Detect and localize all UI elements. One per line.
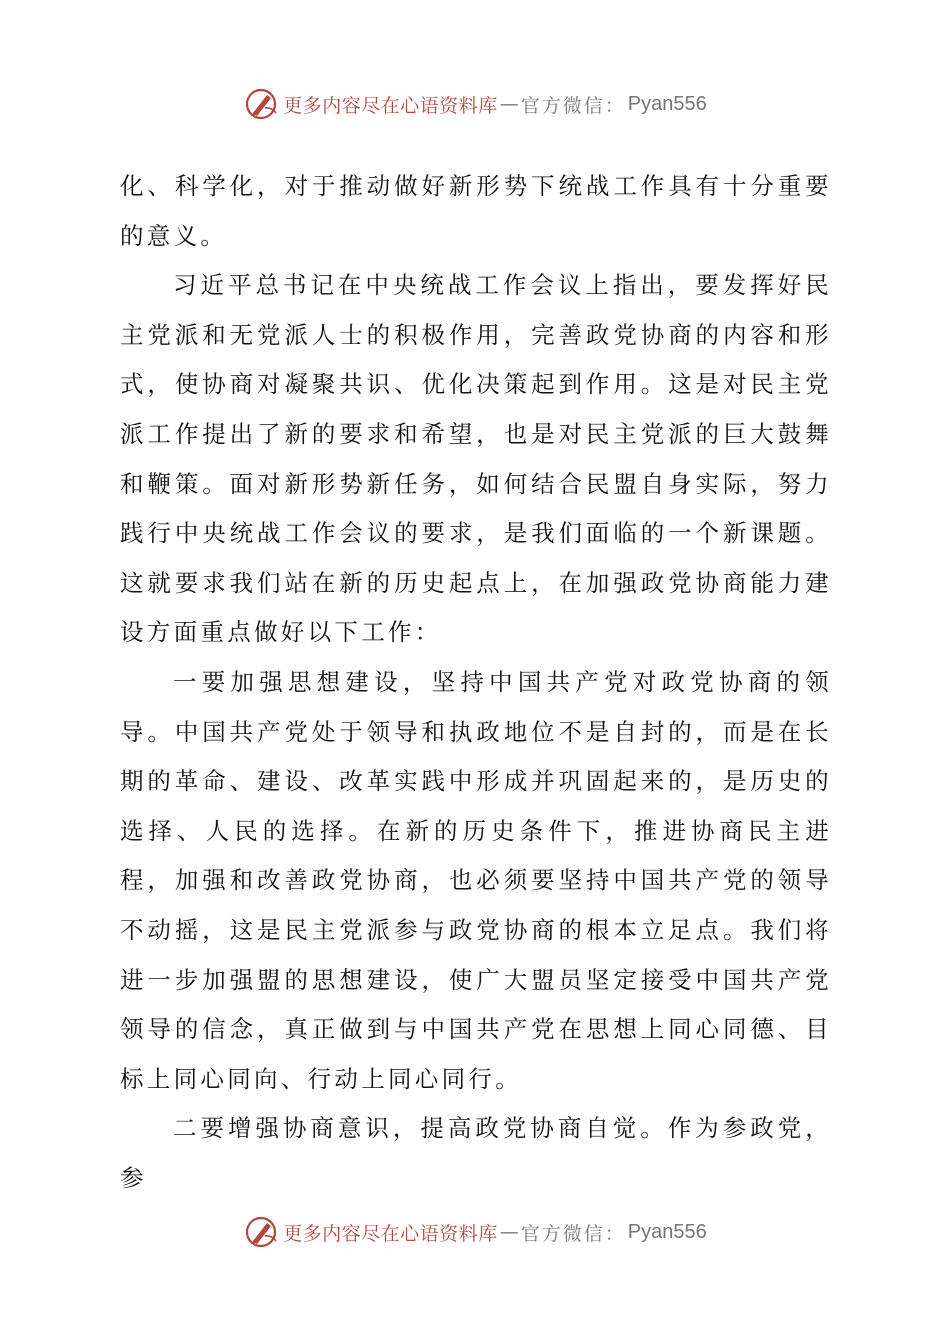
paragraph-2: 习近平总书记在中央统战工作会议上指出，要发挥好民主党派和无党派人士的积极作用，完善政党协商的内容和形式，使协商对凝聚共识、优化决策起到作用。这是对民主党派工作提出了新的要求和希望，也是对民主党派的巨大鼓舞和鞭策。面对新形势新任务，如何结合民盟自身实际，努力践行中央统战工作会议的要求，是我们面临的一个新课题。这就要求我们站在新的历史起点上，在加强政党协商能力建设方面重点做好以下工作： [120,271,832,647]
footer-brand-text: 更多内容尽在心语资料库 [283,1222,498,1245]
footer-contact-label: 官方微信： [520,1222,626,1245]
paragraph-3: 一要加强思想建设，坚持中国共产党对政党协商的领导。中国共产党处于领导和执政地位不是自封的，而是在长期的革命、建设、改革实践中形成并巩固起来的，是历史的选择、人民的选择。在新的历史条件下，推进协商民主进程，加强和改善政党协商，也必须要坚持中国共产党的领导不动摇，这是民主党派参与政党协商的根本立足点。我们将进一步加强盟的思想建设，使广大盟员坚定接受中国共产党领导的信念，真正做到与中国共产党在思想上同心同德、目标上同心同向、行动上同心同行。 [120,667,832,1093]
paragraph-1: 化、科学化，对于推动做好新形势下统战工作具有十分重要的意义。 [120,172,832,250]
header-watermark [0,84,950,124]
footer-watermark [0,1212,950,1252]
pen-nib-logo-icon [243,1214,279,1250]
header-brand-text: 更多内容尽在心语资料库 [283,94,498,117]
header-separator: — [499,93,519,115]
footer-separator: — [499,1221,519,1243]
header-contact-id: Pyan556 [627,92,707,115]
pen-nib-logo-icon [243,86,279,122]
document-body [120,162,832,1203]
header-contact-label: 官方微信： [520,94,626,117]
footer-contact-id: Pyan556 [627,1220,707,1243]
paragraph-4: 二要增强协商意识，提高政党协商自觉。作为参政党，参 [120,1114,832,1192]
